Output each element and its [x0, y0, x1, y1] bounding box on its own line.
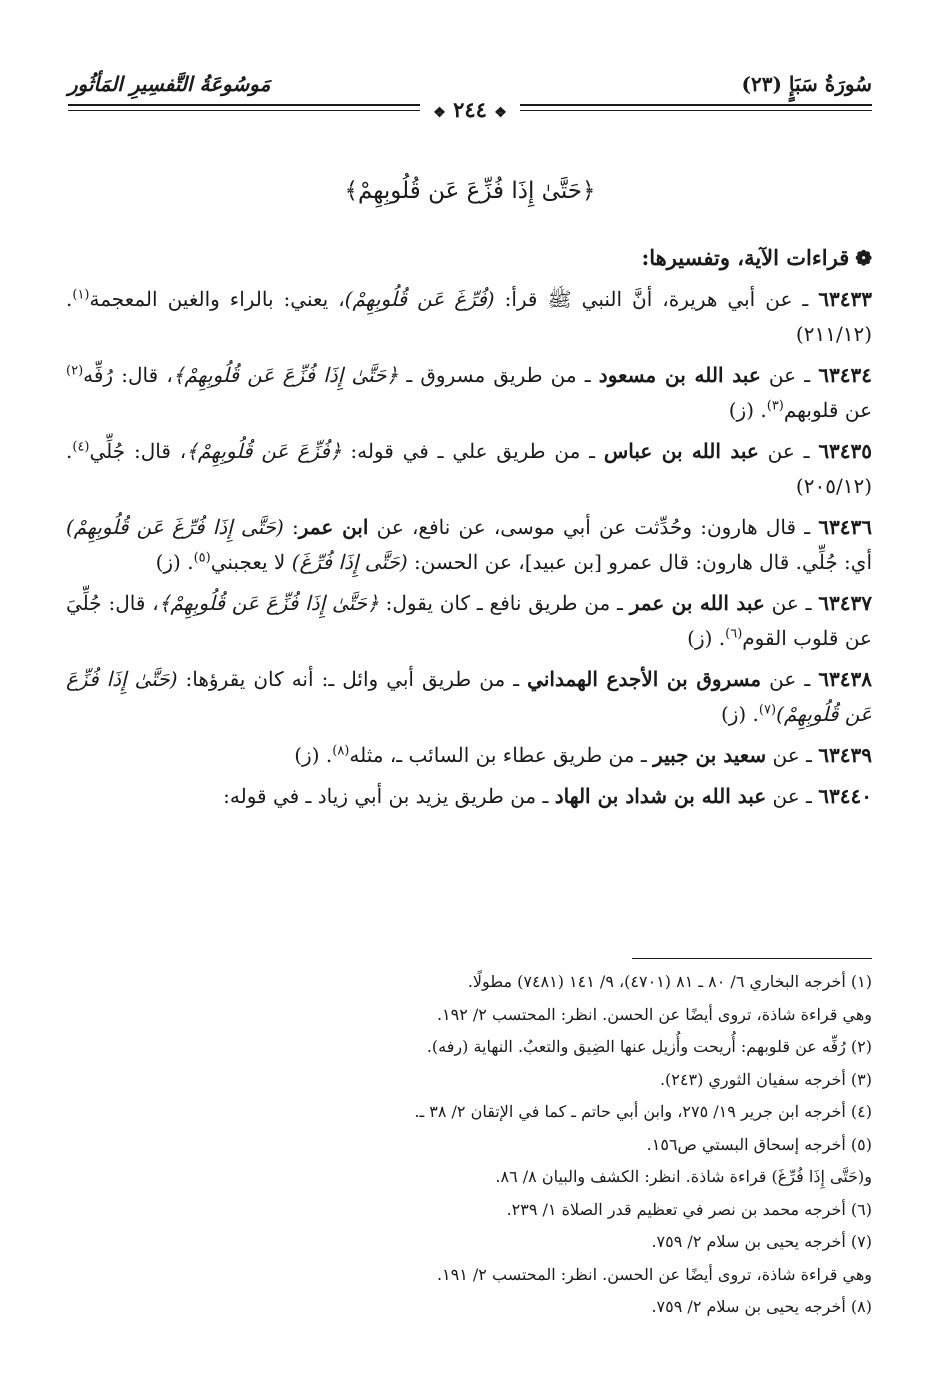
footnote: (٥) أخرجه إسحاق البستي ص١٥٦. — [646, 1134, 872, 1154]
narrator-name: عبد الله بن مسعود — [598, 363, 761, 387]
footnote: (١) أخرجه البخاري ٦/ ٨٠ ـ ٨١ (٤٧٠١)، ٩/ ١٤١ (٧٤٨١) مطولًا. — [467, 972, 872, 991]
page-number-box — [420, 96, 520, 124]
verse-title: ﴿حَتَّىٰ إِذَا فُزِّعَ عَن قُلُوبِهِمْ﴾ — [344, 178, 596, 204]
entry-number: ٦٣٤٣٨ — [818, 667, 873, 691]
entry-number: ٦٣٤٣٦ — [818, 515, 873, 539]
entry-63433 — [66, 282, 872, 352]
entry-text: ـ من طريق نافع ـ كان يقول: — [378, 591, 630, 615]
separator: ـ — [799, 743, 819, 767]
entry-text: عن قلوبهم — [783, 398, 872, 422]
footnote-ref: (٨) — [332, 743, 350, 759]
entry-text: ـ من طريق أبي وائل ـ: أنه كان يقرؤها: — [177, 667, 528, 691]
separator: ـ — [798, 591, 819, 615]
entry-text: ، قال: جُلِّي — [89, 439, 187, 463]
surah-title: سُورَةُ سَبَإٍ (٢٣) — [741, 72, 872, 96]
entry-number: ٦٣٤٣٣ — [818, 287, 872, 311]
quran-quote: (حَتَّى إِذَا فُرِّغَ عَن قُلُوبِهِمْ) — [66, 515, 284, 539]
footnote: وهي قراءة شاذة، تروى أيضًا عن الحسن. انظر: المحتسب ٢/ ١٩١. — [436, 1264, 872, 1284]
entry-text: ـ من طريق يزيد بن أبي زياد ـ في قوله: — [223, 784, 555, 808]
quran-quote: ﴿حَتَّىٰ إِذَا فُزِّعَ عَن قُلُوبِهِمْ﴾ — [172, 363, 399, 387]
footnote-ref: (٥) — [193, 550, 211, 566]
entry-source: . (ز) — [294, 743, 333, 767]
main-text — [66, 240, 872, 820]
book-title: مَوسُوعَةُ التَّفسِيرِ المَأثُور — [68, 72, 271, 96]
entry-source: . (ز) — [155, 550, 194, 574]
entry-63437 — [66, 586, 872, 656]
separator: ـ — [794, 439, 819, 463]
entry-source: . (ز) — [687, 626, 726, 650]
entry-text: عن — [766, 784, 800, 808]
footnote-ref: (١) — [72, 287, 90, 303]
entry-text: عن — [758, 439, 795, 463]
entry-63440 — [66, 779, 872, 814]
quran-quote: ﴿حَتَّىٰ إِذَا فُزِّعَ عَن قُلُوبِهِمْ﴾ — [158, 591, 379, 615]
entry-number: ٦٣٤٣٥ — [818, 439, 873, 463]
narrator-name: ابن عمر — [298, 515, 369, 539]
footnote-ref: (٣) — [766, 398, 784, 414]
entry-text: عن أبي هريرة، أنَّ النبي ﷺ قرأ: — [494, 287, 793, 311]
entry-text: ، يعني: بالراء والغين المعجمة — [89, 287, 345, 311]
footnote: و(حَتَّى إِذَا فُرِّغَ) قراءة شاذة. انظر: الكشف والبيان ٨/ ٨٦. — [495, 1167, 872, 1186]
footnote: وهي قراءة شاذة، تروى أيضًا عن الحسن. انظر: المحتسب ٢/ ١٩٢. — [436, 1004, 872, 1024]
footnote-ref: (٢) — [66, 363, 84, 379]
quran-quote: (فُرِّغَ عَن قُلُوبِهِمْ) — [344, 287, 495, 311]
quran-quote: ﴿فُزِّعَ عَن قُلُوبِهِمْ﴾ — [186, 439, 342, 463]
narrator-name: مسروق بن الأجدع الهمداني — [527, 667, 762, 691]
ornament-icon: ❖ — [433, 105, 446, 121]
entry-text: عن — [761, 667, 797, 691]
entry-text: ـ من طريق عطاء بن السائب ـ، مثله — [349, 743, 654, 767]
entry-63438 — [66, 662, 872, 732]
separator: ـ — [799, 784, 819, 808]
entry-text: ، قال: رُفِّه — [83, 363, 173, 387]
separator: ـ — [796, 515, 819, 539]
section-heading-text: قراءات الآية، وتفسيرها: — [641, 245, 850, 270]
narrator-name: سعيد بن جبير — [653, 743, 767, 767]
entry-source: . (ز) — [728, 398, 767, 422]
page-number: ٢٤٤ — [453, 97, 487, 122]
entry-text: أي: جُلِّي. قال هارون: قال عمرو [بن عبيد]، عن الحسن: — [407, 550, 872, 574]
entry-63434 — [66, 358, 872, 428]
footnote-ref: (٦) — [725, 626, 743, 642]
entry-text: : — [283, 515, 299, 539]
entry-text: عن — [760, 363, 797, 387]
entry-text: عن — [764, 591, 799, 615]
quran-quote: (حَتَّى إِذَا فُرِّغَ) — [291, 550, 408, 574]
entry-63439 — [66, 738, 872, 773]
narrator-name: عبد الله بن عمر — [629, 591, 765, 615]
ornament-icon: ❖ — [494, 105, 507, 121]
entry-number: ٦٣٤٣٧ — [818, 591, 873, 615]
entry-number: ٦٣٤٣٩ — [818, 743, 872, 767]
entry-text: ، قال: جُلِّيَ عن قلوب القوم — [66, 591, 872, 650]
footnote-ref: (٤) — [72, 439, 90, 455]
entry-text: لا يعجبني — [210, 550, 292, 574]
narrator-name: عبد الله بن شداد بن الهاد — [554, 784, 767, 808]
section-heading — [66, 240, 872, 276]
narrator-name: عبد الله بن عباس — [603, 439, 759, 463]
footnotes — [66, 966, 872, 1324]
separator: ـ — [796, 363, 819, 387]
entry-number: ٦٣٤٤٠ — [818, 784, 872, 808]
footnote: (٢) رُفِّه عن قلوبهم: أُريحت وأُزيل عنها الضِيق والتعبُ. النهاية (رفه). — [426, 1037, 872, 1056]
entry-source: . (٢٠٥/١٢) — [66, 439, 872, 498]
footnote: (٤) أخرجه ابن جرير ١٩/ ٢٧٥، وابن أبي حاتم ـ كما في الإتقان ٢/ ٣٨ ـ. — [414, 1102, 872, 1121]
footnote: (٨) أخرجه يحيى بن سلام ٢/ ٧٥٩. — [651, 1297, 872, 1316]
footnote: (٧) أخرجه يحيى بن سلام ٢/ ٧٥٩. — [651, 1232, 872, 1251]
footnote: (٦) أخرجه محمد بن نصر في تعظيم قدر الصلاة ١/ ٢٣٩. — [506, 1199, 872, 1219]
entry-text: قال هارون: وحُدِّثت عن أبي موسى، عن نافع، عن — [368, 515, 797, 539]
entry-text: ـ من طريق علي ـ في قوله: — [341, 439, 604, 463]
entry-63435 — [66, 434, 872, 504]
flower-icon: ❁ — [855, 246, 872, 270]
footnote: (٣) أخرجه سفيان الثوري (٢٤٣). — [659, 1069, 872, 1089]
footnote-separator — [632, 958, 872, 959]
separator: ـ — [792, 287, 819, 311]
entry-63436 — [66, 510, 872, 580]
entry-source: . (٢١١/١٢) — [66, 287, 872, 346]
separator: ـ — [796, 667, 819, 691]
entry-text: ـ من طريق مسروق ـ — [398, 363, 599, 387]
entry-text: عن — [766, 743, 800, 767]
entry-number: ٦٣٤٣٤ — [818, 363, 872, 387]
entry-source: . (ز) — [720, 702, 759, 726]
quran-quote: (حَتَّىٰ إِذَا فُزِّعَ عَن قُلُوبِهِمْ) — [66, 667, 872, 726]
footnote-ref: (٧) — [758, 702, 777, 718]
